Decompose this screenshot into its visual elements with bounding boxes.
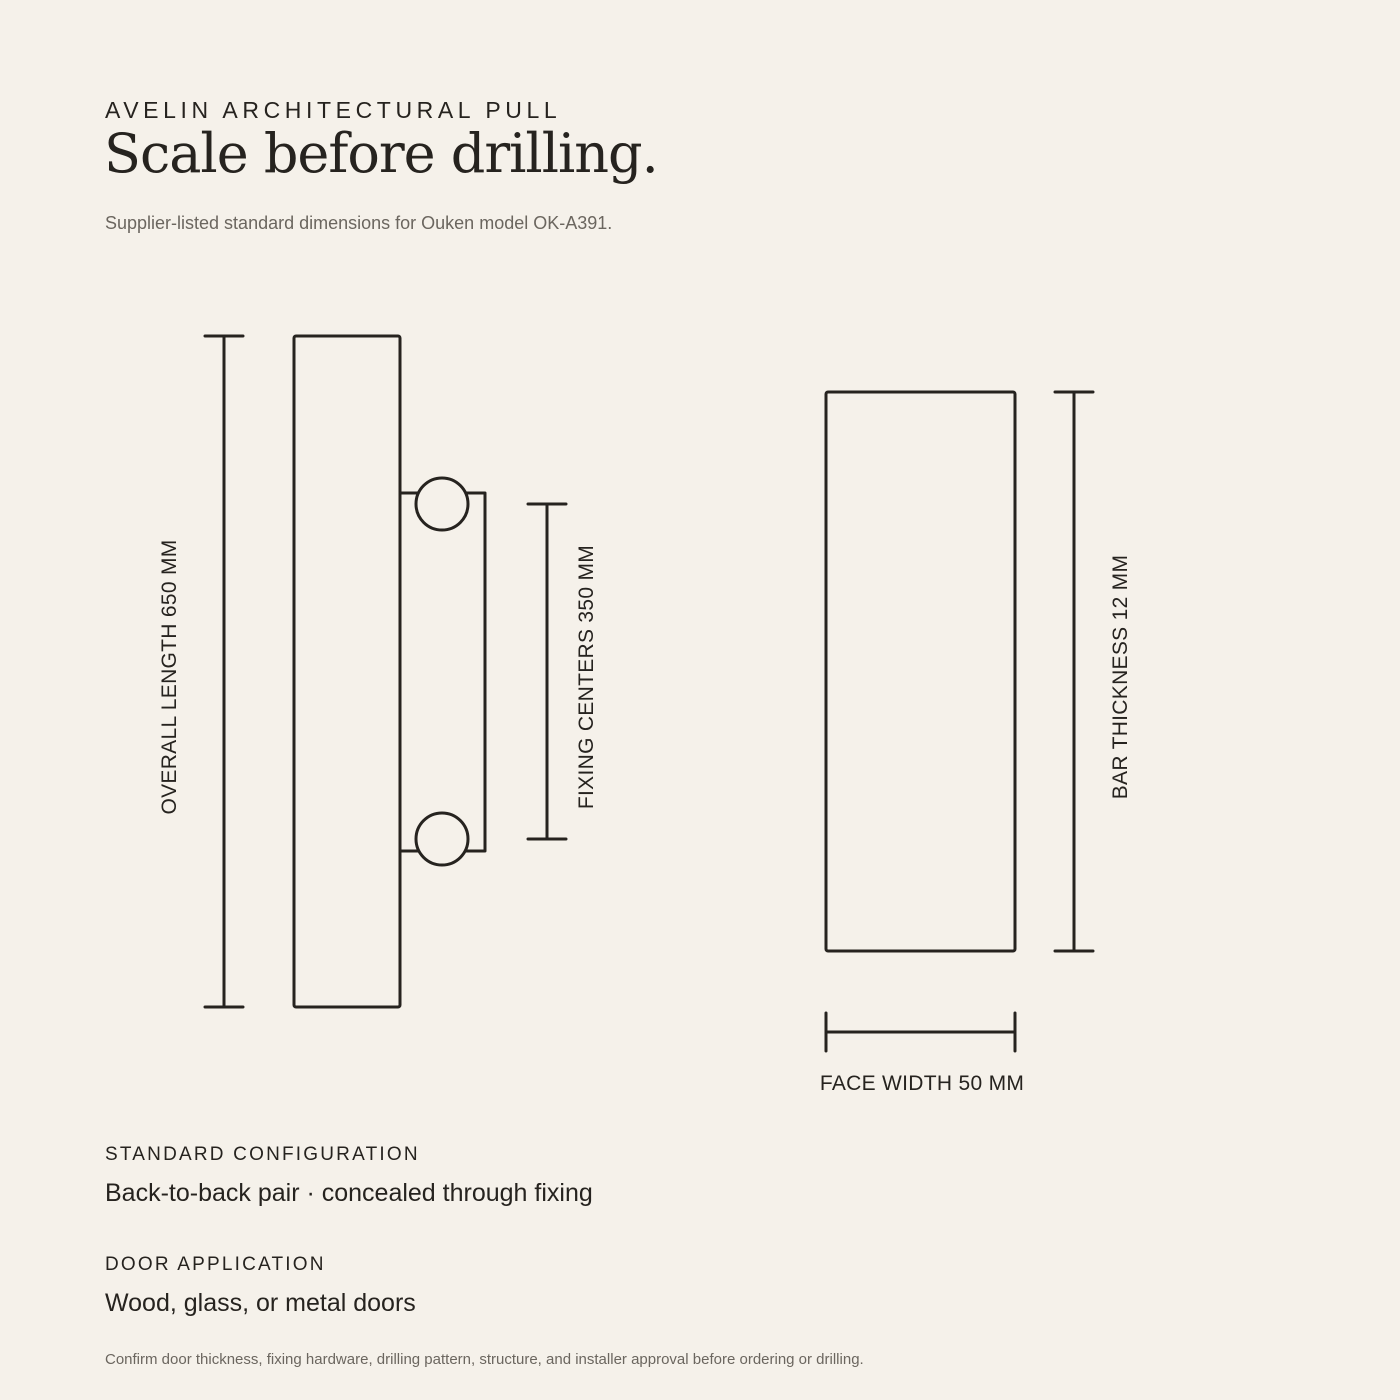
spec-label-door-application: DOOR APPLICATION bbox=[105, 1254, 326, 1275]
fixing-point-top bbox=[416, 478, 468, 530]
overall-length-dimension-line bbox=[205, 336, 243, 1007]
pull-bar-front-view bbox=[294, 336, 400, 1007]
bar-thickness-dimension-line bbox=[1055, 392, 1093, 951]
face-width-dimension-line bbox=[826, 1013, 1015, 1051]
fixing-point-bottom bbox=[416, 813, 468, 865]
pull-standoff-mount bbox=[400, 493, 485, 851]
spec-value-door-application: Wood, glass, or metal doors bbox=[105, 1289, 416, 1317]
page-title: Scale before drilling. bbox=[104, 122, 658, 185]
spec-value-configuration: Back-to-back pair · concealed through fixing bbox=[105, 1179, 593, 1207]
face-width-label: FACE WIDTH 50 MM bbox=[819, 1072, 1025, 1095]
eyebrow-label: AVELIN ARCHITECTURAL PULL bbox=[105, 97, 562, 123]
fixing-centers-dimension-line bbox=[528, 504, 566, 839]
overall-length-label: OVERALL LENGTH 650 MM bbox=[158, 539, 181, 815]
bar-thickness-label: BAR THICKNESS 12 MM bbox=[1109, 554, 1132, 800]
fixing-centers-label: FIXING CENTERS 350 MM bbox=[575, 544, 598, 810]
pull-bar-side-profile bbox=[826, 392, 1015, 951]
spec-label-configuration: STANDARD CONFIGURATION bbox=[105, 1144, 420, 1165]
footer-note: Confirm door thickness, fixing hardware, drilling pattern, structure, and installer approval before ordering or drilling. bbox=[105, 1351, 864, 1368]
page-subtitle: Supplier-listed standard dimensions for Ouken model OK-A391. bbox=[105, 213, 613, 233]
